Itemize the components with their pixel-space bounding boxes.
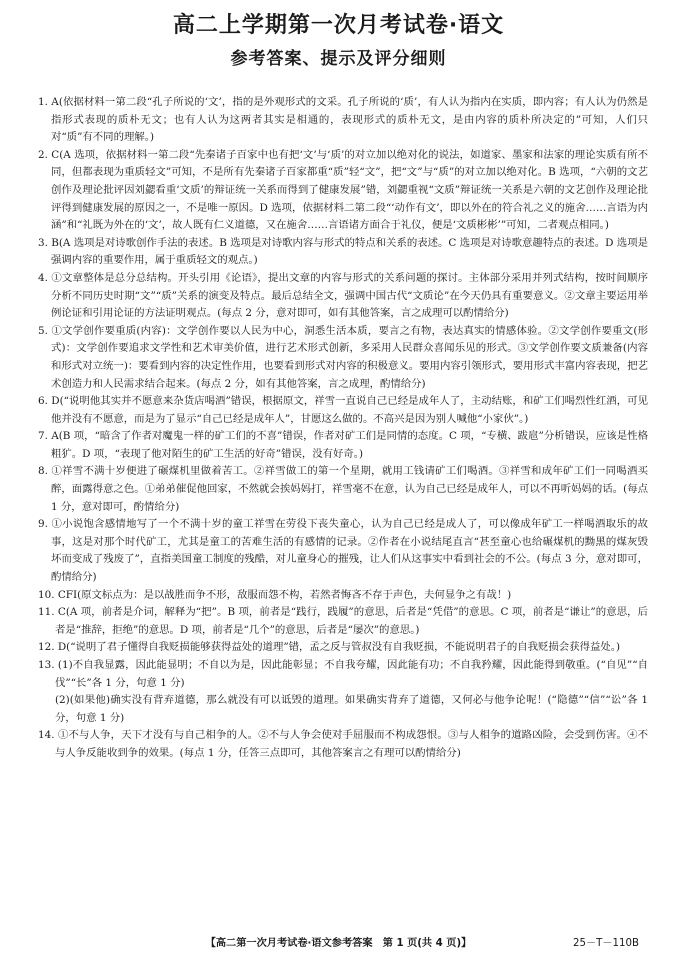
answer-list [38, 94, 648, 763]
answer-2: 2. C(A 选项，依据材料一第二段“先秦诸子百家中也有把‘文’与‘质’的对立加以绝对化的说法，如道家、墨家和法家的理论实质有所不同，但都表现为重质轻文”可知，不是所有先秦诸子百家都重“质”轻“文”，把“文”与“质”的对立加以绝对化。B 选项，“六朝的文艺创作及理论批评因刘勰看重‘文质’的辩证统一关系而得到了健康发展”错，刘勰重视“文质”辩证统一关系是六朝的文艺创作及理论批评得到健康发展的原因之一，不是唯一原因。D 选项，依据材料二第二段“‘动作有文’，即以外在的符合礼之义的施舍……言语为内涵”和“礼既为外在的‘文’，故人既有仁义道德，又在施舍……言语诸方面合于礼仪，便是‘文质彬彬’”可知，二者观点相同。) [38, 148, 648, 232]
footer-exam-code: 25－T－110B [573, 938, 639, 949]
page-subtitle: 参考答案、提示及评分细则 [230, 49, 447, 69]
answer-6: 6. D(“说明他其实并不愿意来杂货店喝酒”错误，根据原文，祥雪一直说自己已经是成年人了，主动结账，和矿工们喝烈性红酒，可见他并没有不愿意，而是为了显示“自己已经是成年人”，甘愿这么做的。不高兴是因为别人喊他“小家伙”。) [38, 395, 648, 425]
answer-5: 5. ①文学创作要重质(内容)：文学创作要以人民为中心，洞悉生活本质，要言之有物，表达真实的情感体验。②文学创作要重文(形式)：文学创作要追求文学性和艺术审美价值，进行艺术形式创新，多采用人民群众喜闻乐见的形式。③文学创作要文质兼备(内容和形式对立统一)：要看到内容的决定性作用，也要看到形式对内容的积极意义。要用内容引领形式，要用形式丰富内容表现，把艺术创造力和人民需求结合起来。(每点 2 分，如有其他答案，言之成理，酌情给分) [38, 324, 648, 390]
answer-12: 12. D(“说明了君子懂得自我贬损能够获得益处的道理”错，孟之反与管叔没有自我贬损，不能说明君子的自我贬损会获得益处。) [38, 641, 620, 654]
answer-7: 7. A(B 项，“暗含了作者对魔鬼一样的矿工们的不喜”错误，作者对矿工们是同情的态度。C 项，“专横、跋扈”分析错误，应该是性格粗犷。D 项，“表现了他对陌生的矿工生活的好奇”错误，没有好奇。) [38, 430, 648, 460]
page-footer [0, 934, 677, 952]
answer-10: 10. CFI(原文标点为：是以战胜而争不形，敌服而怨不构，若然者悔吝不存于声色，夫何显争之有哉！) [38, 588, 512, 601]
answer-11: 11. C(A 项，前者是介词，解释为“把”。B 项，前者是“践行，践履”的意思，后者是“凭借”的意思。C 项，前者是“谦让”的意思，后者是“推辞，拒绝”的意思。D 项，前者是“几个”的意思，后者是“屡次”的意思。) [38, 606, 648, 636]
footer-page-info: 【高二第一次月考试卷·语文参考答案 第 1 页(共 4 页)】 [205, 938, 472, 949]
page-title: 高二上学期第一次月考试卷·语文 [172, 13, 505, 38]
answer-14: 14. ①不与人争，天下才没有与自己相争的人。②不与人争会使对手屈服而不构成怨恨。③与人相争的道路凶险，会受到伤害。④不与人争反能收到争的效果。(每点 1 分，任答三点即可，其他答案言之有理可以酌情给分) [38, 729, 648, 759]
answer-8: 8. ①祥雪不满十岁便进了碾煤机里做着苦工。②祥雪做工的第一个星期，就用工钱请矿工们喝酒。③祥雪和成年矿工们一同喝酒买醉，面露得意之色。①弟弟催促他回家，不然就会挨妈妈打，祥雪毫不在意，认为自己已经是成年人，可以不再听妈妈的话。(每点 1 分，意对即可，酌情给分) [38, 465, 648, 513]
answer-4: 4. ①文章整体是总分总结构。开头引用《论语》，提出文章的内容与形式的关系问题的探讨。主体部分采用并列式结构，按时间顺序分析不同历史时期“文”“质”关系的演变及特点。最后总结全文，强调中国古代“文质论”在今天仍具有重要意义。②文章主要运用举例论证和引用论证的方法证明观点。(每点 2 分，意对即可，如有其他答案，言之成理可以酌情给分) [38, 271, 648, 320]
answer-1: 1. A(依据材料一第二段“孔子所说的‘文’，指的是外观形式的文采。孔子所说的‘质’，有人认为指内在实质，即内容；有人认为仍然是指形式表现的质朴无文；也有人认为这两者其实是相通的，表现形式的质朴无文，是由内容的质朴所决定的”可知，人们只对“质”有不同的理解。) [38, 96, 648, 144]
answer-13-part-1: 13. (1)不自我显露，因此能显明；不自以为是，因此能彰显；不自我夸耀，因此能有功；不自我矜耀，因此能得到敬重。(“自见”“自伐”“长”各 1 分，句意 1 分) [38, 659, 648, 689]
answer-3: 3. B(A 选项是对诗歌创作手法的表述。B 选项是对诗歌内容与形式的特点和关系的表述。C 选项是对诗歌意趣特点的表述。D 选项是强调内容的重要作用，属于重质轻文的观点。) [38, 236, 648, 267]
answer-9: 9. ①小说饱含感情地写了一个不满十岁的童工祥雪在劳役下丧失童心，认为自己已经是成人了，可以像成年矿工一样喝酒取乐的故事，这是对那个时代矿工，尤其是童工的苦难生活的有感情的记录。②作者在小说结尾直言“甚至童心也给碾煤机的黝黑的煤灰毁坏而变成了残废了”，直指美国童工制度的残酷，对儿童身心的摧残，让人们从这事实中看到社会的不公。(每点 3 分，意对即可，酌情给分) [38, 518, 648, 584]
answer-13-part-2: (2)(如果他)确实没有背弃道德，那么就没有可以诋毁的道理。如果确实背弃了道德，又何必与他争论呢！(“隐德”“信”“讼”各 1 分，句意 1 分) [55, 694, 648, 724]
